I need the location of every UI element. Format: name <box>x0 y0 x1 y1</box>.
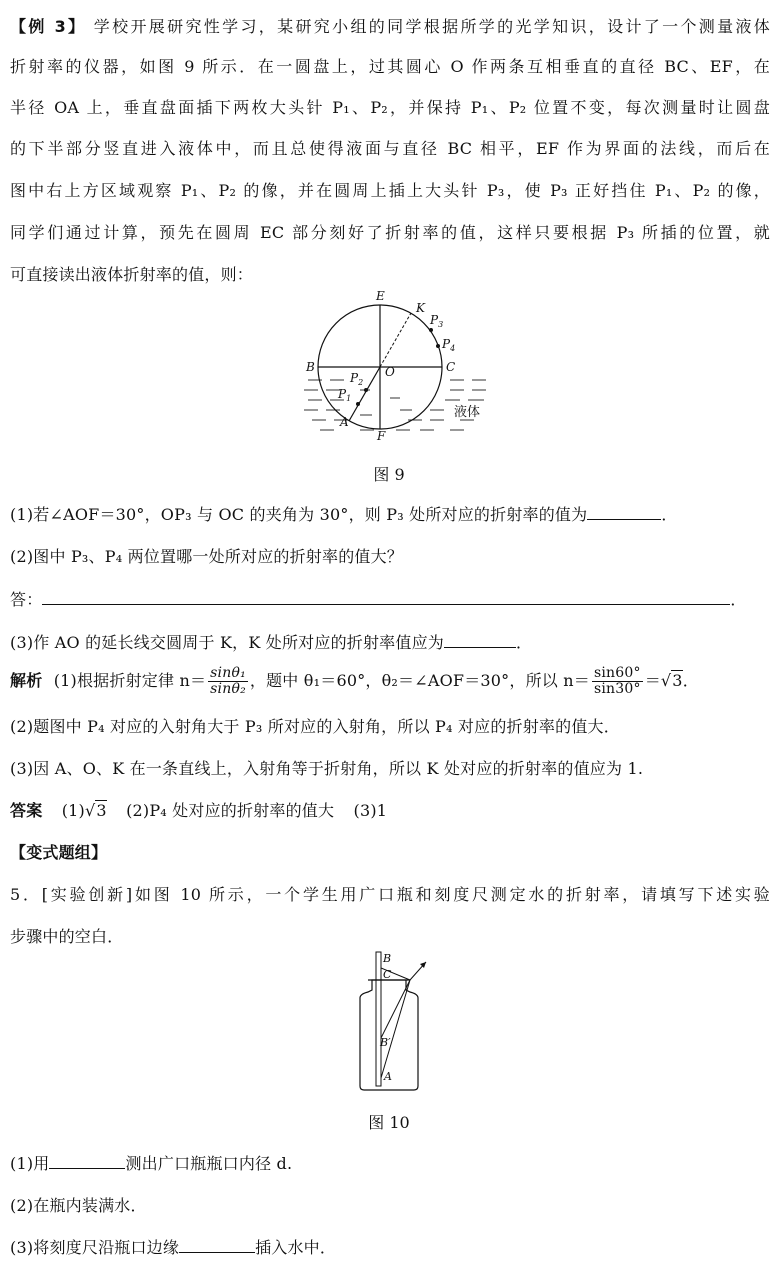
label-o: O <box>385 365 395 379</box>
question-5-line-2: 步骤中的空白． <box>10 927 124 946</box>
label-liquid: 液体 <box>454 405 481 420</box>
fraction-2-numerator: sin60° <box>593 665 641 681</box>
fraction-2-denominator: sin30° <box>593 681 641 697</box>
fraction-1-numerator: sinθ₁ <box>210 665 246 681</box>
example-line-6: 同学们通过计算，预先在圆周 EC 部分刻好了折射率的值，这样只要根据 P₃ 所插的位置，就 <box>10 223 770 242</box>
label-c: C <box>446 360 456 374</box>
figure-10-caption: 图 10 <box>368 1113 410 1132</box>
label-p2: $P_2$ <box>350 371 364 387</box>
analysis-text-b: ，题中 θ₁＝60°，θ₂＝∠AOF＝30°，所以 n＝ <box>249 671 590 690</box>
sqrt-value: 3 <box>672 671 683 690</box>
formula-fraction-2 <box>592 666 643 697</box>
analysis-part-1: 解析 (1)根据折射定律 n＝ $\frac{\text{sinθ₁}}{\text{sinθ₂}}$ ，题中 θ₁＝60°，θ₂＝∠AOF＝30°，所以 n＝ $\frac{\sin 60^\circ}{\sin 30^\circ}$ ＝√3． <box>10 665 699 697</box>
label-p3: $P_3$ <box>430 313 444 329</box>
answer-1: (1) <box>61 801 85 820</box>
analysis-part-3: (3)因 A、O、K 在一条直线上，入射角等于折射角，所以 K 处对应的折射率的值应为 1. <box>10 759 644 778</box>
label-a: A <box>340 415 349 429</box>
variant-title: 【变式题组】 <box>10 843 108 862</box>
analysis-part-2: (2)题图中 P₄ 对应的入射角大于 P₃ 所对应的入射角，所以 P₄ 对应的折射率的值大． <box>10 717 620 736</box>
step-3 <box>10 1237 770 1259</box>
example-line-1 <box>10 16 770 38</box>
example-tag: 【例 3】 <box>10 17 87 36</box>
label-b-prime: B′ <box>380 1036 391 1049</box>
label-f: F <box>377 429 386 440</box>
ruler <box>376 952 381 1086</box>
step-3-blank[interactable] <box>179 1238 255 1253</box>
step-1-text-b: 测出广口瓶瓶口内径 d. <box>125 1154 293 1173</box>
question-1-end: ． <box>661 505 678 524</box>
question-3 <box>10 632 770 654</box>
answer-label: 答案 <box>10 801 43 820</box>
example-line-7: 可直接读出液体折射率的值，则： <box>10 265 254 284</box>
step-1-text-a: (1)用 <box>10 1154 50 1173</box>
question-1 <box>10 504 770 526</box>
label-b: B <box>383 952 392 965</box>
label-c: C <box>383 968 392 981</box>
label-p1: $P_1$ <box>338 387 352 403</box>
example-line-2: 折射率的仪器，如图 9 所示．在一圆盘上，过其圆心 O 作两条互相垂直的直径 BC、EF，在 <box>10 57 770 76</box>
answer-end: ． <box>730 590 747 609</box>
step-1 <box>10 1153 770 1175</box>
label-k: K <box>416 301 425 315</box>
pin-p1 <box>356 402 360 406</box>
figure-9-diagram <box>300 290 500 440</box>
answer-blank[interactable] <box>42 590 730 605</box>
analysis-text-c: ＝ <box>644 671 661 690</box>
answer-3: (3)1 <box>353 801 388 820</box>
ray-ok-dashed <box>380 313 411 367</box>
figure-9-caption: 图 9 <box>373 465 405 484</box>
question-5-line-1: 5．[实验创新]如图 10 所示，一个学生用广口瓶和刻度尺测定水的折射率，请填写下述实验 <box>10 885 770 904</box>
answer-prefix: 答： <box>10 590 43 609</box>
question-3-text: (3)作 AO 的延长线交圆周于 K，K 处所对应的折射率值应为 <box>10 633 444 652</box>
example-line-4: 的下半部分竖直进入液体中，而且总使得液面与直径 BC 相平，EF 作为界面的法线，而后在 <box>10 139 770 158</box>
step-1-blank[interactable] <box>49 1154 125 1169</box>
formula-fraction-1 <box>208 666 248 697</box>
example-text: 学校开展研究性学习，某研究小组的同学根据所学的光学知识，设计了一个测量液体 <box>93 17 770 36</box>
pin-p2 <box>364 388 368 392</box>
pin-p3 <box>429 328 433 332</box>
answer-row: 答案 (1)√3 (2)P₄ 处对应的折射率的值大 (3)1 <box>10 801 388 820</box>
question-1-blank[interactable] <box>587 505 661 520</box>
label-p4: $P_4$ <box>442 337 456 353</box>
example-line-5: 图中右上方区域观察 P₁、P₂ 的像，并在圆周上插上大头针 P₃，使 P₃ 正好挡住 P₁、P₂ 的像， <box>10 181 770 200</box>
question-2: (2)图中 P₃、P₄ 两位置哪一处所对应的折射率的值大？ <box>10 547 403 566</box>
question-1-text: (1)若∠AOF＝30°，OP₃ 与 OC 的夹角为 30°，则 P₃ 处所对应的折射率的值为 <box>10 505 588 524</box>
fraction-1-denominator: sinθ₂ <box>210 681 246 697</box>
figure-10-diagram <box>340 948 440 1094</box>
label-a: A <box>384 1070 392 1083</box>
analysis-label: 解析 <box>10 671 43 690</box>
example-line-3: 半径 OA 上，垂直盘面插下两枚大头针 P₁、P₂，并保持 P₁、P₂ 位置不变，每次测量时让圆盘 <box>10 98 770 117</box>
label-e: E <box>376 290 385 303</box>
step-3-text-a: (3)将刻度尺沿瓶口边缘 <box>10 1238 180 1257</box>
step-2: (2)在瓶内装满水． <box>10 1196 147 1215</box>
question-3-end: ． <box>516 633 533 652</box>
question-3-blank[interactable] <box>444 633 516 648</box>
analysis-text-d: ． <box>682 671 699 690</box>
pin-p4 <box>436 344 440 348</box>
step-3-text-b: 插入水中． <box>255 1238 337 1257</box>
analysis-text-a: (1)根据折射定律 n＝ <box>53 671 207 690</box>
answer-1-sqrt: 3 <box>96 801 107 820</box>
label-b: B <box>306 360 315 374</box>
answer-2: (2)P₄ 处对应的折射率的值大 <box>126 801 335 820</box>
question-2-answer <box>10 589 770 611</box>
